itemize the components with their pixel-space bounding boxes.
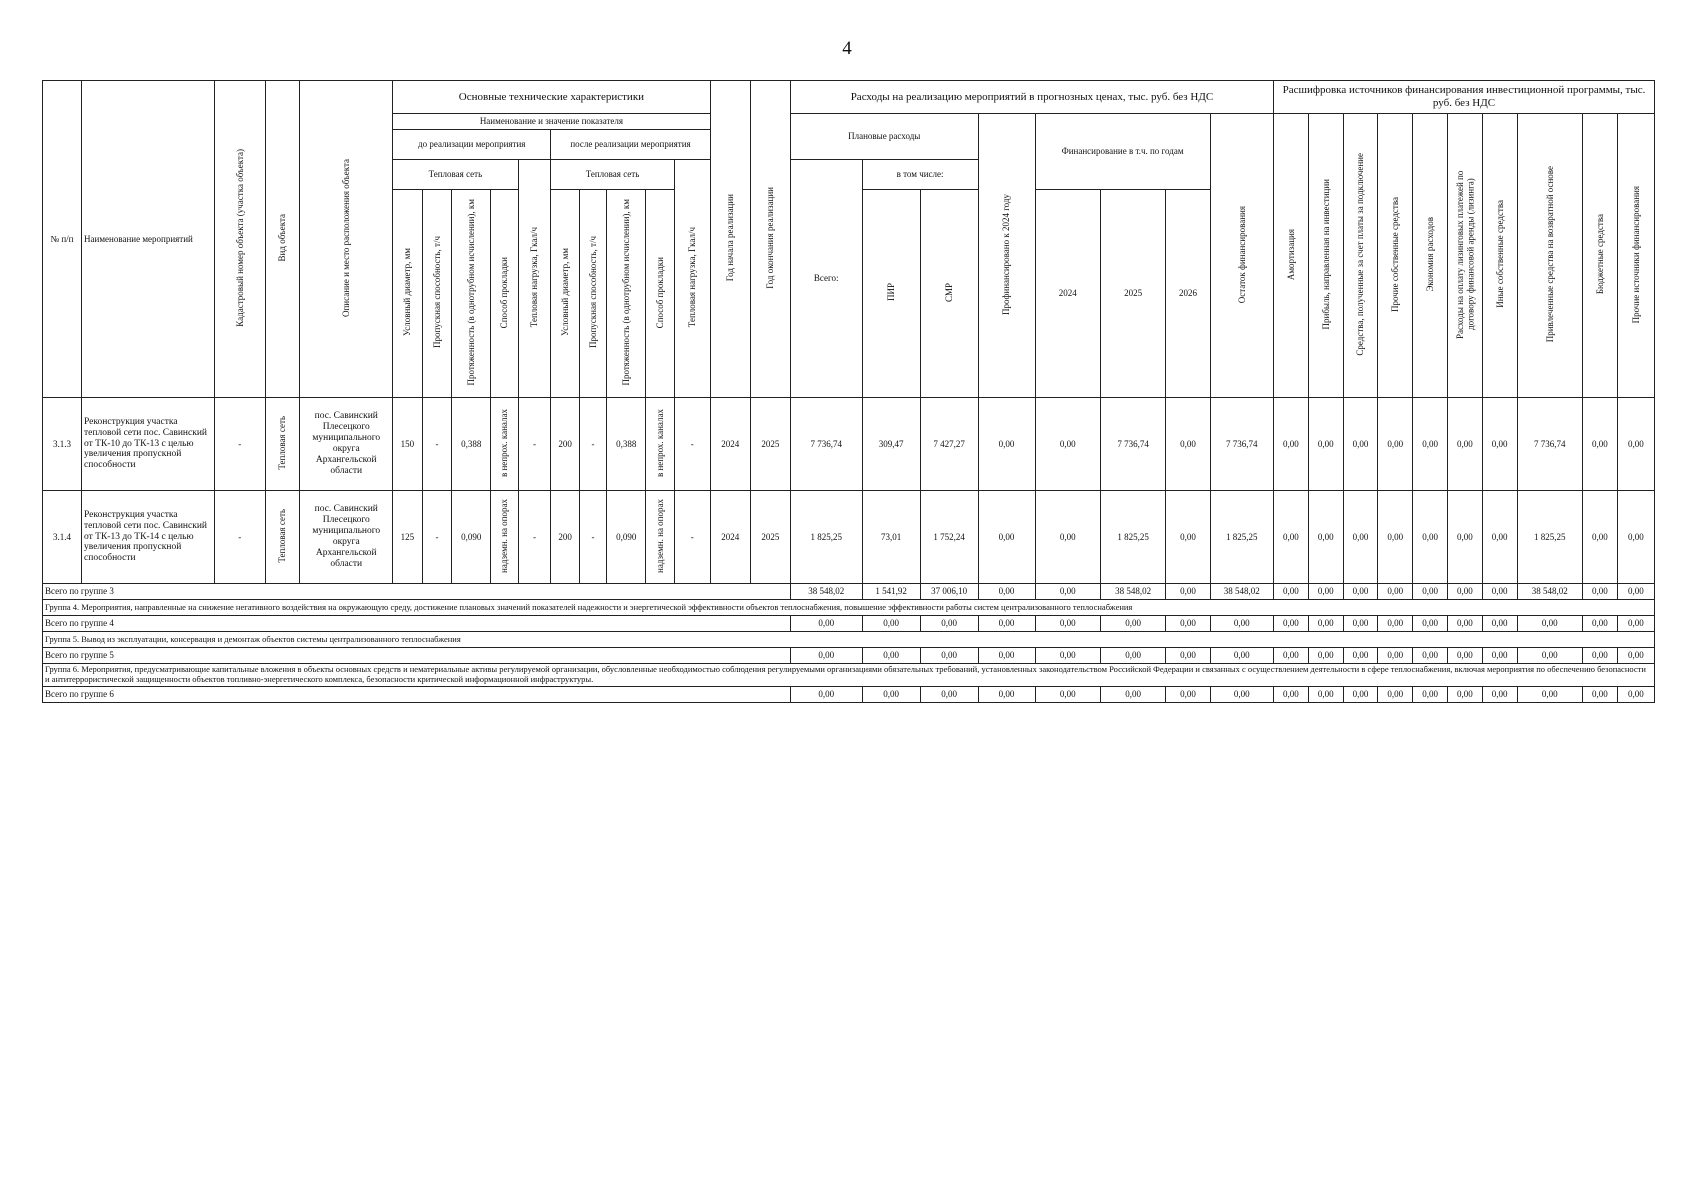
- hdr-src-2: Средства, полученные за счет платы за подключение: [1355, 153, 1366, 356]
- row-pir: 73,01: [862, 491, 920, 584]
- table-row: [43, 491, 1655, 584]
- total-cell: 0,00: [1447, 686, 1482, 702]
- hdr-y2026: 2026: [1166, 190, 1210, 398]
- row-len-before: 0,388: [452, 398, 491, 491]
- row-thr-before: -: [422, 491, 452, 584]
- hdr-len-after: Протяженность (в однотрубном исчислении), км: [621, 199, 632, 386]
- row-src: 0,00: [1447, 491, 1482, 584]
- group-5-row: [43, 632, 1655, 648]
- total-cell: 0,00: [1378, 686, 1413, 702]
- total-cell: 0,00: [1274, 616, 1309, 632]
- total-cell: 0,00: [1378, 648, 1413, 664]
- group-4-title: Группа 4. Мероприятия, направленные на снижение негативного воздействия на окружающую среду, достижение плановых значений показателей надежности и энергетической эффективности объектов теплоснабжения, повышение эффективности работы систем централизованного теплоснабжения: [43, 600, 1655, 616]
- row-smr: 1 752,24: [920, 491, 978, 584]
- row-year-start: 2024: [710, 491, 750, 584]
- row-diam-after: 200: [551, 491, 579, 584]
- row-len-before: 0,090: [452, 491, 491, 584]
- hdr-src-1: Прибыль, направленная на инвестиции: [1320, 179, 1331, 330]
- total-cell: 0,00: [1166, 584, 1210, 600]
- hdr-name: Наименование мероприятий: [82, 81, 215, 398]
- row-year-end: 2025: [750, 398, 790, 491]
- row-lay-before: надземн. на опорах: [499, 498, 510, 573]
- row-diam-before: 125: [393, 491, 423, 584]
- group-5-title: Группа 5. Вывод из эксплуатации, консервация и демонтаж объектов системы централизованного теплоснабжения: [43, 632, 1655, 648]
- row-len-after: 0,388: [607, 398, 646, 491]
- row-src: 0,00: [1413, 398, 1448, 491]
- total-cell: 0,00: [1617, 616, 1654, 632]
- total-row-group-3: [43, 584, 1655, 600]
- hdr-load-before: Тепловая нагрузка, Гкал/ч: [529, 227, 540, 328]
- hdr-src-8: Бюджетные средства: [1594, 214, 1605, 295]
- group-6-title: Группа 6. Мероприятия, предусматривающие капитальные вложения в объекты основных средств и нематериальные активы регулируемой организации, обусловленные необходимостью соблюдения регулируемыми организациями обязательных требований, установленных законодательством Российской Федерации и связанных с осуществлением деятельности в сфере теплоснабжения, включая мероприятия по обеспечению безопасности и антитеррористической защищенности объектов топливно-энергетического комплекса, безопасности критической информационной инфраструктуры.: [43, 664, 1655, 687]
- total-cell: 0,00: [862, 686, 920, 702]
- total-row-group-4: [43, 616, 1655, 632]
- hdr-total: Всего:: [790, 160, 862, 398]
- hdr-thr-before: Пропускная способность, т/ч: [431, 236, 442, 349]
- row-f2025: 7 736,74: [1100, 398, 1165, 491]
- total-cell: 0,00: [1482, 584, 1517, 600]
- row-year-end: 2025: [750, 491, 790, 584]
- total-cell: 0,00: [1413, 648, 1448, 664]
- hdr-incl: в том числе:: [862, 160, 978, 190]
- row-src: 0,00: [1308, 491, 1343, 584]
- row-lay-after: надземн. на опорах: [654, 498, 665, 573]
- hdr-src-4: Экономия расходов: [1424, 217, 1435, 292]
- total-cell: 38 548,02: [1517, 584, 1582, 600]
- total-cell: 0,00: [1582, 584, 1617, 600]
- row-src: 7 736,74: [1517, 398, 1582, 491]
- hdr-year-end: Год окончания реализации: [765, 186, 776, 289]
- total-cell: 0,00: [920, 686, 978, 702]
- row-src: 0,00: [1378, 491, 1413, 584]
- row-load-after: -: [674, 491, 710, 584]
- total-cell: 0,00: [1035, 648, 1100, 664]
- hdr-sources: Расшифровка источников финансирования инвестиционной программы, тыс. руб. без НДС: [1274, 81, 1655, 114]
- total-cell: 38 548,02: [1210, 584, 1273, 600]
- row-src: 0,00: [1482, 491, 1517, 584]
- total-cell: 0,00: [1517, 616, 1582, 632]
- hdr-fin-years: Финансирование в т.ч. по годам: [1035, 114, 1210, 190]
- row-src: 0,00: [1413, 491, 1448, 584]
- total-cell: 0,00: [1035, 584, 1100, 600]
- total-cell: 0,00: [1308, 648, 1343, 664]
- row-num: 3.1.3: [43, 398, 82, 491]
- total-cell: 38 548,02: [790, 584, 862, 600]
- row-prefin: 0,00: [978, 398, 1035, 491]
- total-cell: 0,00: [1413, 584, 1448, 600]
- hdr-pir: ПИР: [885, 283, 896, 302]
- total-cell: 0,00: [1308, 584, 1343, 600]
- total-label: Всего по группе 5: [43, 648, 791, 664]
- row-thr-before: -: [422, 398, 452, 491]
- row-src: 0,00: [1343, 398, 1378, 491]
- row-cadastral: -: [214, 491, 265, 584]
- row-diam-before: 150: [393, 398, 423, 491]
- hdr-year-start: Год начала реализации: [725, 194, 736, 282]
- total-cell: 0,00: [1210, 686, 1273, 702]
- total-cell: 0,00: [978, 584, 1035, 600]
- row-type: Тепловая сеть: [277, 416, 288, 470]
- row-src: 0,00: [1308, 398, 1343, 491]
- total-cell: 0,00: [1582, 648, 1617, 664]
- total-cell: 0,00: [1413, 686, 1448, 702]
- total-cell: 0,00: [1447, 648, 1482, 664]
- hdr-heat-net-after: Тепловая сеть: [551, 160, 674, 190]
- total-cell: 0,00: [790, 648, 862, 664]
- hdr-src-6: Иные собственные средства: [1494, 200, 1505, 309]
- total-cell: 37 006,10: [920, 584, 978, 600]
- table-row: [43, 398, 1655, 491]
- hdr-src-5: Расходы на оплату лизинговых платежей по договору финансовой аренды (лизинга): [1454, 170, 1475, 339]
- row-lay-before: в непрох. каналах: [499, 408, 510, 477]
- hdr-heat-net-before: Тепловая сеть: [393, 160, 519, 190]
- total-cell: 0,00: [1617, 648, 1654, 664]
- total-cell: 0,00: [1308, 686, 1343, 702]
- total-cell: 0,00: [1210, 616, 1273, 632]
- row-lay-after: в непрох. каналах: [654, 408, 665, 477]
- row-cadastral: -: [214, 398, 265, 491]
- row-prefin: 0,00: [978, 491, 1035, 584]
- total-cell: 0,00: [1100, 686, 1165, 702]
- total-cell: 0,00: [1378, 616, 1413, 632]
- row-src: 0,00: [1617, 491, 1654, 584]
- hdr-lay-before: Способ прокладки: [499, 256, 510, 328]
- hdr-y2025: 2025: [1100, 190, 1165, 398]
- hdr-src-9: Прочие источники финансирования: [1630, 185, 1641, 323]
- total-cell: 0,00: [1166, 648, 1210, 664]
- total-cell: 1 541,92: [862, 584, 920, 600]
- hdr-cadastral: Кадастровый номер объекта (участка объекта): [234, 148, 245, 327]
- row-f2024: 0,00: [1035, 398, 1100, 491]
- row-src: 0,00: [1343, 491, 1378, 584]
- total-cell: 0,00: [1274, 584, 1309, 600]
- hdr-diam-after: Условный диаметр, мм: [559, 248, 570, 337]
- row-diam-after: 200: [551, 398, 579, 491]
- total-cell: 0,00: [862, 616, 920, 632]
- total-cell: 0,00: [1274, 686, 1309, 702]
- total-cell: 0,00: [862, 648, 920, 664]
- row-remainder: 7 736,74: [1210, 398, 1273, 491]
- group-4-row: [43, 600, 1655, 616]
- hdr-tech-sub: Наименование и значение показателя: [393, 114, 711, 130]
- row-src: 1 825,25: [1517, 491, 1582, 584]
- row-thr-after: -: [579, 398, 606, 491]
- total-cell: 0,00: [1166, 686, 1210, 702]
- total-cell: 0,00: [1100, 648, 1165, 664]
- row-remainder: 1 825,25: [1210, 491, 1273, 584]
- total-row-group-6: [43, 686, 1655, 702]
- hdr-remainder: Остаток финансирования: [1236, 205, 1247, 303]
- total-cell: 0,00: [1482, 616, 1517, 632]
- row-location: пос. Савинский Плесецкого муниципального округа Архангельской области: [300, 398, 393, 491]
- hdr-num: № п/п: [43, 81, 82, 398]
- total-cell: 0,00: [1210, 648, 1273, 664]
- total-cell: 0,00: [1582, 686, 1617, 702]
- row-f2026: 0,00: [1166, 398, 1210, 491]
- hdr-src-7: Привлеченные средства на возвратной основе: [1544, 166, 1555, 343]
- row-src: 0,00: [1582, 398, 1617, 491]
- total-cell: 0,00: [1100, 616, 1165, 632]
- hdr-len-before: Протяженность (в однотрубном исчислении), км: [466, 199, 477, 386]
- total-row-group-5: [43, 648, 1655, 664]
- row-len-after: 0,090: [607, 491, 646, 584]
- total-cell: 38 548,02: [1100, 584, 1165, 600]
- hdr-smr: СМР: [943, 282, 954, 302]
- total-cell: 0,00: [978, 616, 1035, 632]
- hdr-planned: Плановые расходы: [790, 114, 978, 160]
- hdr-after: после реализации мероприятия: [551, 130, 710, 160]
- row-total: 1 825,25: [790, 491, 862, 584]
- total-label: Всего по группе 3: [43, 584, 791, 600]
- hdr-type: Вид объекта: [277, 214, 288, 262]
- row-year-start: 2024: [710, 398, 750, 491]
- group-6-row: [43, 664, 1655, 687]
- hdr-src-0: Амортизация: [1285, 228, 1296, 280]
- total-cell: 0,00: [978, 648, 1035, 664]
- row-src: 0,00: [1582, 491, 1617, 584]
- total-label: Всего по группе 6: [43, 686, 791, 702]
- total-cell: 0,00: [920, 648, 978, 664]
- total-cell: 0,00: [1343, 584, 1378, 600]
- row-total: 7 736,74: [790, 398, 862, 491]
- row-src: 0,00: [1378, 398, 1413, 491]
- hdr-y2024: 2024: [1035, 190, 1100, 398]
- total-cell: 0,00: [1447, 584, 1482, 600]
- row-name: Реконструкция участка тепловой сети пос. Савинский от ТК-13 до ТК-14 с целью увеличения пропускной способности: [82, 491, 215, 584]
- row-load-before: -: [518, 398, 551, 491]
- total-cell: 0,00: [1413, 616, 1448, 632]
- hdr-diam-before: Условный диаметр, мм: [402, 248, 413, 337]
- total-cell: 0,00: [1343, 616, 1378, 632]
- row-load-after: -: [674, 398, 710, 491]
- total-cell: 0,00: [1582, 616, 1617, 632]
- total-cell: 0,00: [1035, 616, 1100, 632]
- hdr-tech: Основные технические характеристики: [393, 81, 711, 114]
- row-thr-after: -: [579, 491, 606, 584]
- hdr-src-3: Прочие собственные средства: [1390, 196, 1401, 312]
- total-cell: 0,00: [1517, 686, 1582, 702]
- total-cell: 0,00: [1274, 648, 1309, 664]
- hdr-prefin: Профинансировано к 2024 году: [1001, 193, 1012, 315]
- total-cell: 0,00: [1447, 616, 1482, 632]
- hdr-before: до реализации мероприятия: [393, 130, 551, 160]
- row-pir: 309,47: [862, 398, 920, 491]
- total-cell: 0,00: [978, 686, 1035, 702]
- total-cell: 0,00: [1308, 616, 1343, 632]
- total-cell: 0,00: [920, 616, 978, 632]
- row-num: 3.1.4: [43, 491, 82, 584]
- total-cell: 0,00: [790, 616, 862, 632]
- row-name: Реконструкция участка тепловой сети пос. Савинский от ТК-10 до ТК-13 с целью увеличения пропускной способности: [82, 398, 215, 491]
- row-src: 0,00: [1617, 398, 1654, 491]
- row-smr: 7 427,27: [920, 398, 978, 491]
- row-load-before: -: [518, 491, 551, 584]
- total-cell: 0,00: [1482, 648, 1517, 664]
- hdr-location: Описание и место расположения объекта: [341, 158, 352, 317]
- row-f2024: 0,00: [1035, 491, 1100, 584]
- total-cell: 0,00: [1617, 584, 1654, 600]
- total-cell: 0,00: [1482, 686, 1517, 702]
- total-cell: 0,00: [1035, 686, 1100, 702]
- investment-program-table: [42, 80, 1655, 703]
- row-src: 0,00: [1482, 398, 1517, 491]
- row-f2026: 0,00: [1166, 491, 1210, 584]
- page-number: 4: [842, 38, 852, 59]
- row-src: 0,00: [1274, 398, 1309, 491]
- total-cell: 0,00: [790, 686, 862, 702]
- row-type: Тепловая сеть: [277, 509, 288, 563]
- total-cell: 0,00: [1343, 648, 1378, 664]
- total-cell: 0,00: [1166, 616, 1210, 632]
- hdr-costs: Расходы на реализацию мероприятий в прогнозных ценах, тыс. руб. без НДС: [790, 81, 1273, 114]
- row-src: 0,00: [1274, 491, 1309, 584]
- total-label: Всего по группе 4: [43, 616, 791, 632]
- total-cell: 0,00: [1378, 584, 1413, 600]
- hdr-load-after: Тепловая нагрузка, Гкал/ч: [687, 227, 698, 328]
- total-cell: 0,00: [1617, 686, 1654, 702]
- row-src: 0,00: [1447, 398, 1482, 491]
- total-cell: 0,00: [1343, 686, 1378, 702]
- total-cell: 0,00: [1517, 648, 1582, 664]
- hdr-thr-after: Пропускная способность, т/ч: [587, 236, 598, 349]
- row-f2025: 1 825,25: [1100, 491, 1165, 584]
- hdr-lay-after: Способ прокладки: [654, 256, 665, 328]
- row-location: пос. Савинский Плесецкого муниципального округа Архангельской области: [300, 491, 393, 584]
